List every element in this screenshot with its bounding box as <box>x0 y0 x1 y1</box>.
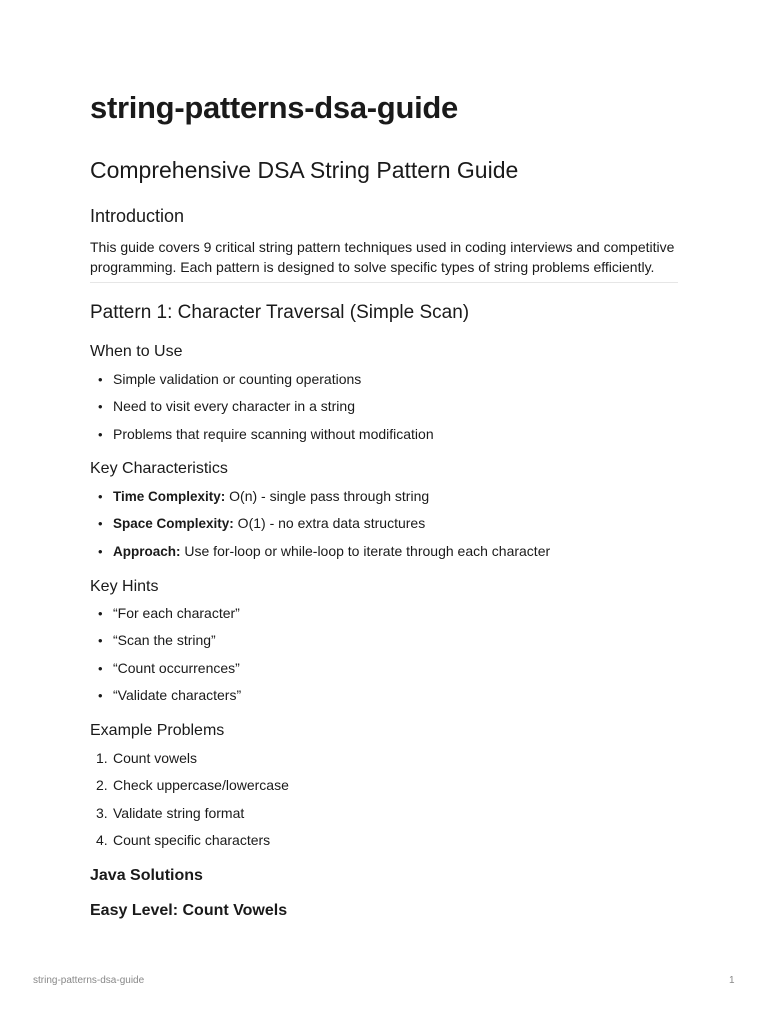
section-divider <box>90 282 678 283</box>
key-hints-heading: Key Hints <box>90 578 159 595</box>
list-item: • Approach: Use for-loop or while-loop to iterate through each character <box>98 542 551 559</box>
bullet-icon: • <box>98 372 103 387</box>
bullet-icon: • <box>98 543 103 559</box>
list-item: • Need to visit every character in a string <box>98 398 355 415</box>
list-item: 2. Check uppercase/lowercase <box>96 777 289 794</box>
example-problems-list <box>90 750 678 859</box>
bullet-icon: • <box>98 489 103 504</box>
bullet-icon: • <box>98 606 103 621</box>
bullet-icon: • <box>98 633 103 649</box>
bullet-icon: • <box>98 516 103 532</box>
bullet-icon: • <box>98 399 103 415</box>
key-characteristics-heading: Key Characteristics <box>90 460 228 477</box>
list-item: • Simple validation or counting operations <box>98 371 362 387</box>
example-problems-heading: Example Problems <box>90 722 225 739</box>
list-item: • “Scan the string” <box>98 632 216 649</box>
introduction-heading: Introduction <box>90 206 185 226</box>
list-item: • “Count occurrences” <box>98 659 240 676</box>
easy-level-heading: Easy Level: Count Vowels <box>90 902 288 919</box>
document-title: string-patterns-dsa-guide <box>90 90 458 125</box>
list-item: • “For each character” <box>98 605 240 621</box>
key-characteristics-list <box>90 488 678 570</box>
list-item: 3. Validate string format <box>96 804 245 821</box>
guide-title: Comprehensive DSA String Pattern Guide <box>90 157 519 183</box>
key-hints-list <box>90 605 678 714</box>
bullet-icon: • <box>98 660 103 676</box>
bullet-icon: • <box>98 687 103 703</box>
list-item: • Problems that require scanning without modification <box>98 425 434 442</box>
footer-document-name: string-patterns-dsa-guide <box>33 975 145 986</box>
introduction-text: This guide covers 9 critical string pattern techniques used in coding interviews and competitive programming. Each pattern is designed to solve specific types of string problems efficiently. <box>90 239 675 275</box>
java-solutions-heading: Java Solutions <box>90 867 203 884</box>
list-item: 4. Count specific characters <box>96 831 271 848</box>
bullet-icon: • <box>98 426 103 442</box>
list-item: 1. Count vowels <box>96 750 198 766</box>
footer-page-number: 1 <box>729 975 735 986</box>
pattern-1-heading: Pattern 1: Character Traversal (Simple Scan) <box>90 302 470 323</box>
list-item: • Time Complexity: O(n) - single pass through string <box>98 488 430 504</box>
list-item: • Space Complexity: O(1) - no extra data structures <box>98 515 426 532</box>
when-to-use-list <box>90 371 678 453</box>
when-to-use-heading: When to Use <box>90 343 183 360</box>
list-item: • “Validate characters” <box>98 686 242 703</box>
